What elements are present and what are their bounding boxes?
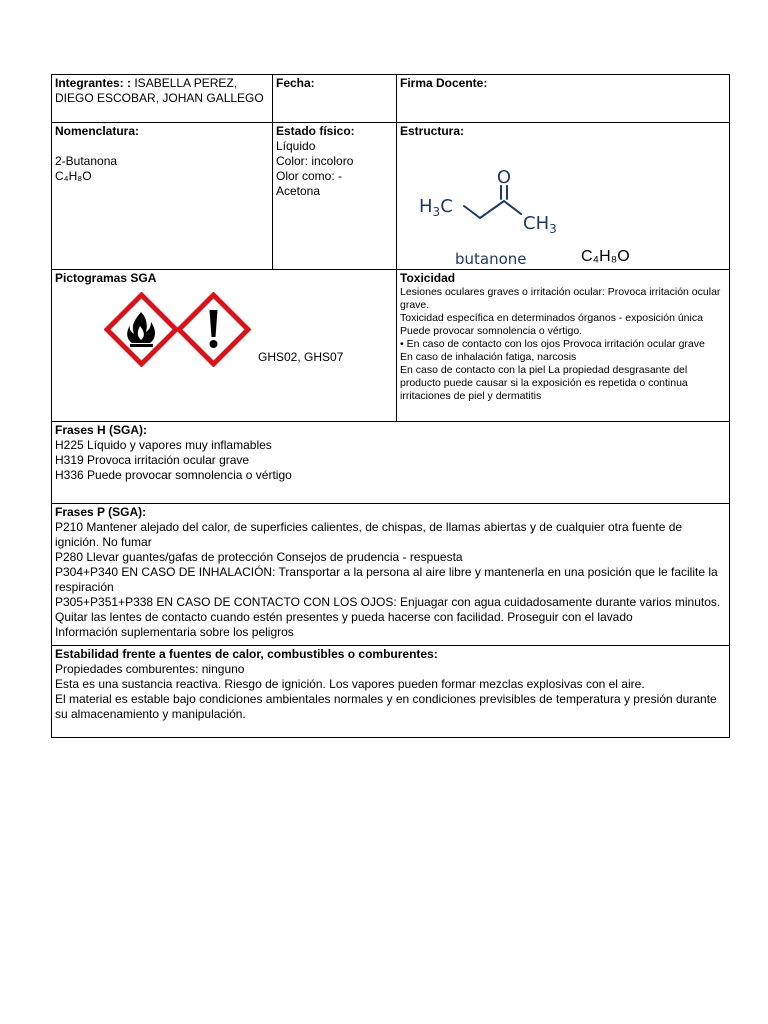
estabilidad-line: Esta es una sustancia reactiva. Riesgo de ignición. Los vapores pueden formar mezclas explosivas con el aire. xyxy=(55,677,645,691)
toxicidad-line: • En caso de contacto con los ojos Provoca irritación ocular grave xyxy=(400,338,705,350)
structure-caption: butanone xyxy=(455,250,527,267)
skeletal-bonds xyxy=(464,186,521,218)
frases-p-cell xyxy=(52,504,730,646)
frase-h-line: H225 Líquido y vapores muy inflamables xyxy=(55,438,272,452)
estabilidad-cell xyxy=(52,646,730,738)
frases-p-row xyxy=(52,504,730,646)
compound-formula: C₄H₈O xyxy=(55,169,92,183)
frase-h-line: H319 Provoca irritación ocular grave xyxy=(55,453,250,467)
ch3-group: $CH_3$ xyxy=(523,213,557,236)
toxicidad-label: Toxicidad xyxy=(400,271,456,285)
frase-p-line: P210 Mantener alejado del calor, de superficies calientes, de chispas, de llamas abiertas y de cualquier otra fuente de ignición. No fumar xyxy=(55,520,683,549)
estado-line: Acetona xyxy=(276,184,321,198)
frases-h-cell xyxy=(52,422,730,504)
estructura-cell xyxy=(397,123,730,270)
nomenclatura-cell xyxy=(52,123,273,270)
compound-name: 2-Butanona xyxy=(55,154,118,168)
frase-p-line: P280 Llevar guantes/gafas de protección Consejos de prudencia - respuesta xyxy=(55,550,463,564)
toxicidad-line: En caso de contacto con la piel La propiedad desgrasante del producto puede causar si la exposición es repetida o continua irritaciones de piel y dermatitis xyxy=(400,364,688,402)
safety-data-table xyxy=(51,74,730,738)
estabilidad-row xyxy=(52,646,730,738)
oxygen-atom: O xyxy=(496,167,512,188)
frases-h-row xyxy=(52,422,730,504)
fecha-label: Fecha: xyxy=(276,76,315,90)
header-row xyxy=(52,75,730,123)
pictograms-area xyxy=(55,286,393,398)
integrantes-cell xyxy=(52,75,273,123)
flame-icon xyxy=(104,292,179,367)
frase-h-line: H336 Puede provocar somnolencia o vértigo xyxy=(55,468,292,482)
estabilidad-line: El material es estable bajo condiciones ambientales normales y en condiciones previsibles de temperatura y presión durante su almacenamiento y manipulación. xyxy=(55,692,717,721)
structure-formula: C₄H₈O xyxy=(581,248,630,265)
pictogramas-label: Pictogramas SGA xyxy=(55,271,157,285)
fecha-cell xyxy=(273,75,397,123)
estado-line: Color: incoloro xyxy=(276,154,354,168)
estabilidad-label: Estabilidad frente a fuentes de calor, combustibles o comburentes: xyxy=(55,647,438,661)
h3c-group: $H_3C$ xyxy=(419,196,453,219)
identification-row xyxy=(52,123,730,270)
frases-h-label: Frases H (SGA): xyxy=(55,423,148,437)
frase-p-line: P305+P351+P338 EN CASO DE CONTACTO CON LOS OJOS: Enjuagar con agua cuidadosamente durante varios minutos. Quitar las lentes de contacto cuando estén presentes y pueda hacerse con facilidad. Proseguir con el lavado xyxy=(55,595,721,624)
toxicidad-line: Lesiones oculares graves o irritación ocular: Provoca irritación ocular grave. xyxy=(400,286,721,311)
frase-p-line: P304+P340 EN CASO DE INHALACIÓN: Transportar a la persona al aire libre y mantenerla en una posición que le facilite la respiración xyxy=(55,565,718,594)
toxicidad-line: En caso de inhalación fatiga, narcosis xyxy=(400,351,577,363)
estructura-label: Estructura: xyxy=(400,124,465,138)
ghs-codes: GHS02, GHS07 xyxy=(258,350,344,364)
estado-label: Estado físico: xyxy=(276,124,355,138)
estado-cell xyxy=(273,123,397,270)
pictogram-toxicity-row xyxy=(52,270,730,422)
toxicidad-cell xyxy=(397,270,730,422)
integrantes-label: Integrantes: : xyxy=(55,76,132,90)
frase-p-line: Información suplementaria sobre los peligros xyxy=(55,625,294,639)
butanone-structure xyxy=(400,139,725,267)
frases-p-label: Frases P (SGA): xyxy=(55,505,147,519)
exclamation-icon xyxy=(176,292,251,367)
firma-label: Firma Docente: xyxy=(400,76,488,90)
pictogramas-cell xyxy=(52,270,397,422)
firma-cell xyxy=(397,75,730,123)
nomenclatura-label: Nomenclatura: xyxy=(55,124,140,138)
toxicidad-line: Toxicidad específica en determinados órganos - exposición única Puede provocar somnolencia o vértigo. xyxy=(400,312,703,337)
integrantes-value: ISABELLA PEREZ, DIEGO ESCOBAR, JOHAN GALLEGO xyxy=(55,76,264,105)
estado-line: Líquido xyxy=(276,139,316,153)
estabilidad-line: Propiedades comburentes: ninguno xyxy=(55,662,245,676)
estado-line: Olor como: - xyxy=(276,169,343,183)
structure-figure xyxy=(400,139,726,267)
